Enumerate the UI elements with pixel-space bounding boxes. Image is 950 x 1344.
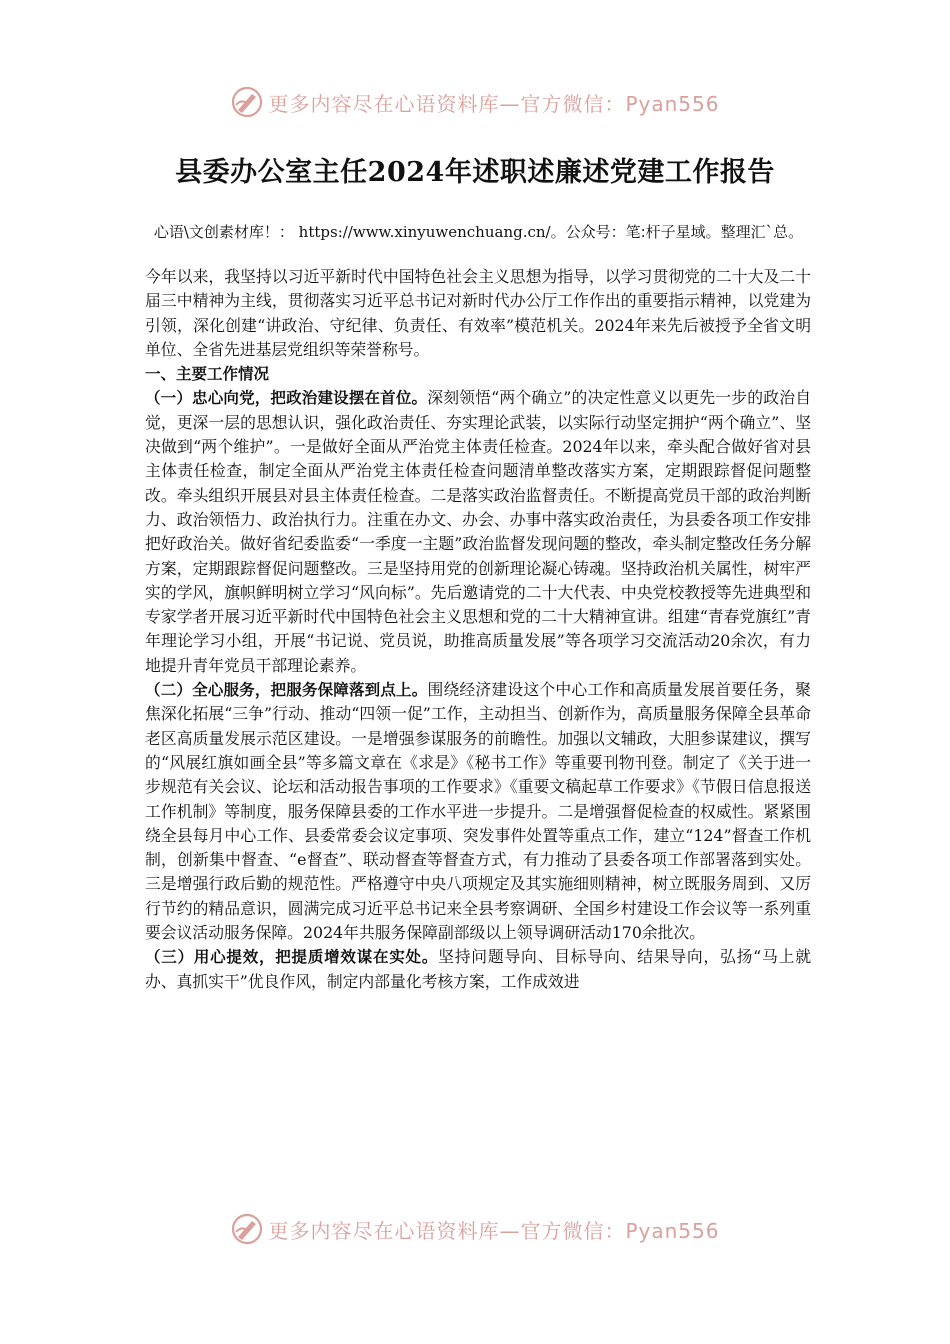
section-heading: 一、主要工作情况 [145,365,270,384]
paragraph-2 [145,678,811,945]
paragraph-3-body: 坚持问题导向、目标导向、结果导向，弘扬“马上就办、真抓实干”优良作风，制定内部量化考核方案，工作成效进 [145,947,811,991]
paragraph-2-body: 围绕经济建设这个中心工作和高质量发展首要任务，聚焦深化拓展“三争”行动、推动“四领一促”工作，主动担当、创新作为，高质量服务保障全县革命老区高质量发展示范区建设。一是增强参谋服务的前瞻性。加强以文辅政，大胆参谋建议，撰写的“风展红旗如画全县”等多篇文章在《求是》《秘书工作》等重要刊物刊登。制定了《关于进一步规范有关会议、论坛和活动报告事项的工作要求》《重要文稿起草工作要求》《节假日信息报送工作机制》等制度，服务保障县委的工作水平进一步提升。二是增强督促检查的权威性。紧紧围绕全县每月中心工作、县委常委会议定事项、突发事件处置等重点工作，建立“124”督查工作机制，创新集中督查、“e督查”、联动督查等督查方式，有力推动了县委各项工作部署落到实处。三是增强行政后勤的规范性。严格遵守中央八项规定及其实施细则精神，树立既服务周到、又厉行节约的精品意识，圆满完成习近平总书记来全县考察调研、全国乡村建设工作会议等一系列重要会议活动服务保障。2024年共服务保障副部级以上领导调研活动170余批次。 [145,680,811,943]
paragraph-3 [145,945,811,994]
paragraph-1-body: 深刻领悟“两个确立”的决定性意义以更先一步的政治自觉，更深一层的思想认识，强化政治责任、夯实理论武装，以实际行动坚定拥护“两个确立”、坚决做到“两个维护”。一是做好全面从严治党主体责任检查。2024年以来，牵头配合做好省对县主体责任检查，制定全面从严治党主体责任检查问题清单整改落实方案，定期跟踪督促问题整改。牵头组织开展县对县主体责任检查。二是落实政治监督责任。不断提高党员干部的政治判断力、政治领悟力、政治执行力。注重在办文、办会、办事中落实政治责任，为县委各项工作安排把好政治关。做好省纪委监委“一季度一主题”政治监督发现问题的整改，牵头制定整改任务分解方案，定期跟踪督促问题整改。三是坚持用党的创新理论凝心铸魂。坚持政治机关属性，树牢严实的学风，旗帜鲜明树立学习“风向标”。先后邀请党的二十大代表、中央党校教授等先进典型和专家学者开展习近平新时代中国特色社会主义思想和党的二十大精神宣讲。组建“青春党旗红”青年理论学习小组，开展“书记说、党员说，助推高质量发展”等各项学习交流活动20余次，有力地提升青年党员干部理论素养。 [145,388,811,675]
intro-paragraph: 今年以来，我坚持以习近平新时代中国特色社会主义思想为指导，以学习贯彻党的二十大及二十届三中精神为主线，贯彻落实习近平总书记对新时代办公厅工作作出的重要指示精神，以党建为引领，深化创建“讲政治、守纪律、负责任、有效率”模范机关。2024年来先后被授予全省文明单位、全省先进基层党组织等荣誉称号。 [145,267,811,359]
document-title: 县委办公室主任2024年述职述廉述党建工作报告 [175,157,775,188]
banner-text: 更多内容尽在心语资料库—官方微信：Pyan556 [268,1218,720,1243]
hand-pen-logo-icon [230,85,264,119]
source-label: 心语\文创素材库！： [153,223,294,241]
paragraph-1 [145,386,811,678]
document-body [145,265,811,994]
source-url-link[interactable]: https://www.xinyuwenchuang.cn/ [298,223,551,241]
hand-pen-logo-icon [230,1212,264,1246]
paragraph-1-lead: （一）忠心向党，把政治建设摆在首位。 [145,389,428,408]
banner-text: 更多内容尽在心语资料库—官方微信：Pyan556 [268,91,720,116]
source-note: 。公众号：笔:杆子星域。整理汇`总。 [550,223,804,241]
footer-banner [0,1207,950,1251]
source-line [146,222,811,243]
header-banner [0,80,950,124]
paragraph-3-lead: （三）用心提效，把提质增效谋在实处。 [145,948,439,967]
paragraph-2-lead: （二）全心服务，把服务保障落到点上。 [145,681,428,700]
